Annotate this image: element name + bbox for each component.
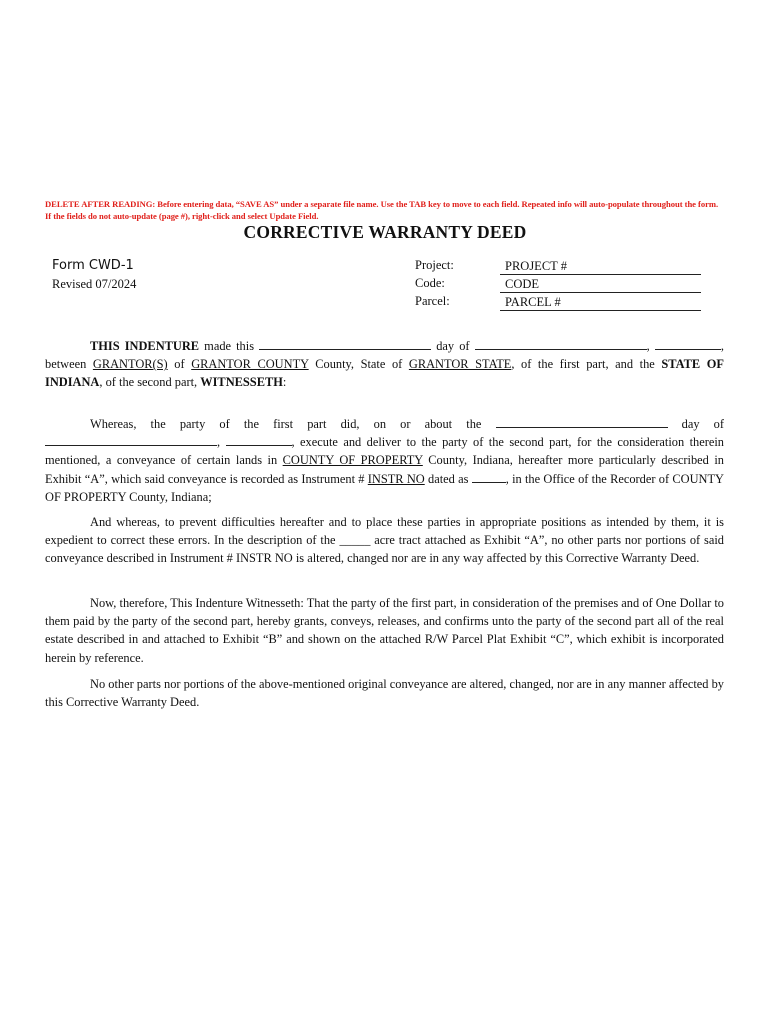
original-year-field[interactable] bbox=[226, 433, 292, 446]
dated-as-field[interactable] bbox=[472, 470, 506, 483]
no-other-parts-paragraph: No other parts nor portions of the above-mentioned original conveyance are altered, changed, nor are in any manner affected by this Corrective Warranty Deed. bbox=[45, 677, 724, 710]
day-field[interactable] bbox=[259, 337, 431, 350]
county-of-property-field[interactable]: COUNTY OF PROPERTY bbox=[282, 453, 423, 468]
project-field[interactable]: PROJECT # bbox=[500, 258, 701, 275]
original-day-field[interactable] bbox=[496, 415, 668, 428]
code-field[interactable]: CODE bbox=[500, 276, 701, 293]
revision-date: Revised 07/2024 bbox=[52, 277, 137, 291]
parcel-field[interactable]: PARCEL # bbox=[500, 294, 701, 311]
now-therefore-paragraph: Now, therefore, This Indenture Witnesseth: That the party of the first part, in consideration of the premises and of One Dollar to them paid by the party of the second part, hereby grants, conveys, releases, and confirms unto the party of the second part all of the real estate described in and attached to Exhibit “B” and shown on the attached R/W Parcel Plat Exhibit “C”, which exhibit is incorporated herein by reference. bbox=[45, 596, 724, 665]
whereas-paragraph: Whereas, the party of the first part did, on or about the day of , , execute and deliver to the party of the second part, for the consideration therein mentioned, a conveyance of certain lands in COUNTY OF PROPERTY County, Indiana, hereafter more particularly described in Exhibit “A”, which said conveyance is recorded as Instrument # INSTR NO dated as , in the Office of the Recorder of COUNTY OF PROPERTY County, Indiana; bbox=[45, 417, 724, 504]
and-whereas-paragraph: And whereas, to prevent difficulties hereafter and to place these parties in appropriate positions as intended by them, it is expedient to correct these errors. In the description of the _____ acre tract attached as Exhibit “A”, no other parts nor portions of said conveyance described in Instrument # INSTR NO is altered, changed nor are in any way affected by this Corrective Warranty Deed. bbox=[45, 515, 724, 566]
month-field[interactable] bbox=[475, 337, 647, 350]
original-month-field[interactable] bbox=[45, 433, 217, 446]
parcel-label: Parcel: bbox=[415, 294, 450, 308]
grantor-county-field[interactable]: GRANTOR COUNTY bbox=[191, 357, 309, 372]
instrument-number-field[interactable]: INSTR NO bbox=[367, 471, 425, 486]
project-label: Project: bbox=[415, 258, 454, 272]
witnesseth: WITNESSETH bbox=[200, 375, 283, 390]
grantor-state-field[interactable]: GRANTOR STATE bbox=[408, 357, 512, 372]
document-title: CORRECTIVE WARRANTY DEED bbox=[243, 222, 527, 242]
form-id: Form CWD-1 bbox=[52, 258, 134, 273]
delete-after-reading-notice: DELETE AFTER READING: Before entering data, “SAVE AS” under a separate file name. Use the TAB key to move to each field. Repeated info will auto-populate throughout the form. If the fields do not auto-update (page #), right-click and select Update Field. bbox=[45, 199, 719, 221]
code-label: Code: bbox=[415, 276, 445, 290]
county-of-property-field-2[interactable]: COUNTY OF PROPERTY bbox=[45, 471, 724, 504]
this-indenture-heading: THIS INDENTURE bbox=[90, 339, 200, 353]
state-of-indiana: STATE OF INDIANA bbox=[45, 357, 724, 390]
indenture-paragraph: THIS INDENTURE made this day of , , between GRANTOR(S) of GRANTOR COUNTY County, State of GRANTOR STATE, of the first part, and the STATE OF INDIANA, of the second part, WITNESSETH: bbox=[45, 339, 724, 390]
grantor-field[interactable]: GRANTOR(S) bbox=[92, 357, 168, 372]
year-field[interactable] bbox=[655, 337, 721, 350]
